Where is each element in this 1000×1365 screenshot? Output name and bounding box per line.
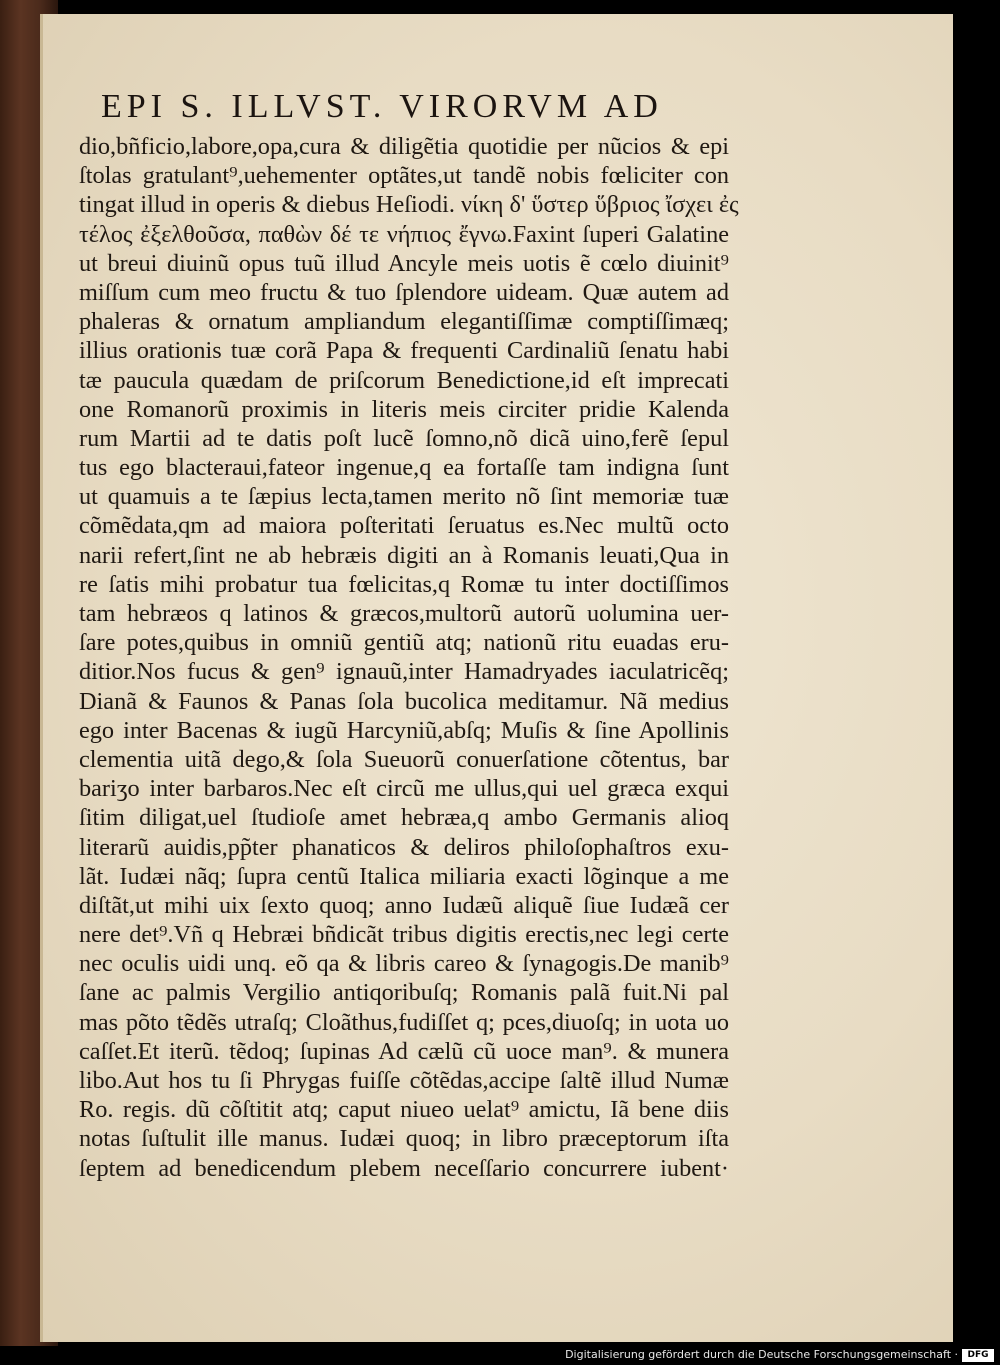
text-line: mas põto tẽdẽs utraſq; Cloãthus,fudiſſet q; pces,diuoſq; in uota uo bbox=[79, 1008, 729, 1036]
text-line: narii refert,ſint ne ab hebræis digiti an à Romanis leuati,Qua in bbox=[79, 541, 729, 569]
text-line: cõmẽdata,qm ad maiora poſteritati ſeruatus es.Nec multũ octo bbox=[79, 512, 729, 540]
text-line: miſſum cum meo fructu & tuo ſplendore uideam. Quæ autem ad bbox=[79, 278, 729, 306]
text-line: ego inter Bacenas & iugũ Harcyniũ,abſq; Muſis & ſine Apollinis bbox=[79, 716, 729, 744]
dfg-logo: DFG bbox=[962, 1349, 994, 1362]
text-line: tam hebræos q latinos & græcos,multorũ autorũ uolumina uer- bbox=[79, 600, 729, 627]
footer-bar bbox=[0, 1346, 1000, 1365]
footer-credit: Digitalisierung gefördert durch die Deutsche Forschungsgemeinschaft · bbox=[565, 1348, 958, 1361]
text-line: lãt. Iudæi nãq; ſupra centũ Italica miliaria exacti lõginque a me bbox=[79, 862, 729, 890]
text-line: ſare potes,quibus in omniũ gentiũ atq; nationũ ritu euadas eru- bbox=[79, 629, 729, 657]
text-line: diſtãt,ut mihi uix ſexto quoq; anno Iudæũ aliquẽ ſiue Iudæã cer bbox=[79, 891, 729, 919]
text-line: tæ paucula quædam de priſcorum Benedictione,id eſt imprecati bbox=[79, 366, 729, 394]
text-line: ſeptem ad benedicendum plebem neceſſario concurrere iubent· bbox=[79, 1154, 729, 1182]
text-line: dio,bñficio,labore,opa,cura & diligẽtia quotidie per nũcios & epi bbox=[79, 133, 729, 160]
text-line: ut quamuis a te ſæpius lecta,tamen merito nõ ſint memoriæ tuæ bbox=[79, 483, 729, 511]
text-line: tingat illud in operis & diebus Heſiodi. νίκη δ' ὕστερ ὕβριος ἴσχει ἐς bbox=[79, 191, 739, 219]
text-line: nec oculis uidi unq. eõ qa & libris careo & ſynagogis.De manib⁹ bbox=[79, 950, 729, 978]
text-line: libo.Aut hos tu ſi Phrygas fuiſſe cõtẽdas,accipe ſaltẽ illud Numæ bbox=[79, 1067, 729, 1094]
text-line: ſitim diligat,uel ſtudioſe amet hebræa,q ambo Germanis alioq bbox=[79, 804, 729, 832]
text-line: literarũ auidis,pp̃ter phanaticos & deliros philoſophaſtros exu- bbox=[79, 833, 729, 861]
text-line: tus ego blacteraui,fateor ingenue,q ea fortaſſe tam indigna ſunt bbox=[79, 454, 729, 482]
text-line: illius orationis tuæ corã Papa & frequenti Cardinaliũ ſenatu habi bbox=[79, 337, 729, 365]
text-line: Ro. regis. dũ cõſtitit atq; caput niueo uelat⁹ amictu, Iã bene diis bbox=[79, 1096, 729, 1124]
text-line: re ſatis mihi probatur tua fœlicitas,q Romæ tu inter doctiſſimos bbox=[79, 570, 729, 598]
text-line: clementia uitã dego,& ſola Sueuorũ conuerſatione cõtentus, bar bbox=[79, 745, 729, 773]
text-line: ſtolas gratulant⁹,uehementer optãtes,ut tandẽ nobis fœliciter con bbox=[79, 162, 729, 190]
running-head: EPI S. ILLVST. VIRORVM AD bbox=[101, 88, 663, 125]
text-line: ditior.Nos fucus & gen⁹ ignauũ,inter Hamadryades iaculatricẽq; bbox=[79, 658, 729, 686]
text-line: rum Martii ad te datis poſt lucẽ ſomno,nõ dicã uino,ferẽ ſepul bbox=[79, 424, 729, 452]
text-line: ut breui diuinũ opus tuũ illud Ancyle meis uotis ẽ cœlo diuinit⁹ bbox=[79, 249, 729, 277]
text-line: ſane ac palmis Vergilio antiqoribuſq; Romanis palã fuit.Ni pal bbox=[79, 979, 729, 1007]
text-line: τέλος ἐξελθοῦσα, παθὼν δέ τε νήπιος ἔγνω.Faxint ſuperi Galatine bbox=[79, 220, 729, 248]
scanned-page bbox=[40, 14, 953, 1342]
text-line: notas ſuſtulit ille manus. Iudæi quoq; in libro præceptorum iſta bbox=[79, 1125, 729, 1153]
text-line: phaleras & ornatum ampliandum elegantiſſimæ comptiſſimæq; bbox=[79, 308, 729, 336]
text-line: bariʒo inter barbaros.Nec eſt circũ me ullus,qui uel græca exqui bbox=[79, 775, 729, 803]
text-line: one Romanorũ proximis in literis meis circiter pridie Kalenda bbox=[79, 395, 729, 423]
text-line: caſſet.Et iterũ. tẽdoq; ſupinas Ad cælũ cũ uoce man⁹. & munera bbox=[79, 1037, 729, 1065]
text-line: Dianã & Faunos & Panas ſola bucolica meditamur. Nã medius bbox=[79, 687, 729, 715]
text-line: nere det⁹.Vñ q Hebræi bñdicãt tribus digitis erectis,nec legi certe bbox=[79, 921, 729, 949]
text-block bbox=[79, 132, 739, 1183]
